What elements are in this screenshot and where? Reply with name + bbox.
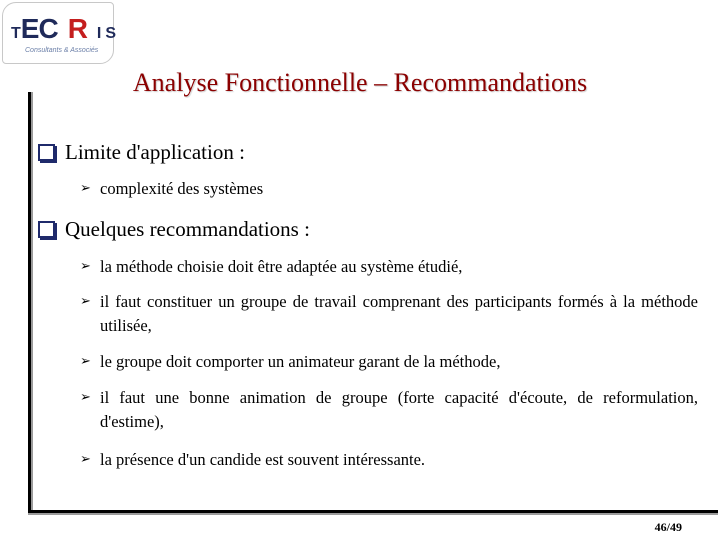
section-heading-text: Limite d'application : [65, 140, 245, 164]
checkbox-bullet-icon [38, 221, 55, 238]
checkbox-bullet-icon [38, 144, 55, 161]
arrow-bullet-icon: ➢ [80, 259, 91, 274]
logo-subtitle: Consultants & Associés [25, 47, 99, 54]
slide-title: Analyse Fonctionnelle – Recommandations [132, 68, 588, 97]
list-item-text: la méthode choisie doit être adaptée au système étudié, [100, 257, 463, 276]
arrow-bullet-icon: ➢ [80, 181, 91, 196]
logo-letters-ec: EC [20, 13, 58, 44]
arrow-bullet-icon: ➢ [80, 452, 91, 467]
section-heading [38, 140, 245, 165]
logo-letter-s: S [105, 25, 117, 42]
frame-left-border [28, 92, 31, 514]
company-logo [2, 2, 117, 64]
arrow-bullet-icon: ➢ [80, 354, 91, 369]
arrow-bullet-icon: ➢ [80, 390, 91, 405]
page-number: 46/49 [654, 520, 682, 534]
list-item-text: complexité des systèmes [100, 179, 264, 198]
section-heading-text: Quelques recommandations : [65, 217, 310, 241]
logo-letter-r: R [67, 13, 87, 44]
list-item-text: il faut une bonne animation de groupe (forte capacité d'écoute, de reformulation, d'estime), [100, 388, 698, 431]
section-heading [38, 217, 310, 242]
list-item-text: le groupe doit comporter un animateur garant de la méthode, [100, 352, 501, 371]
list-item-text: il faut constituer un groupe de travail comprenant des participants formés à la méthode utilisée, [100, 292, 698, 335]
logo-letter-i: I [96, 25, 102, 42]
frame-bottom-border [28, 510, 718, 513]
logo-letter-t: T [11, 25, 21, 42]
logo-wordmark [11, 13, 117, 44]
arrow-bullet-icon: ➢ [80, 294, 91, 309]
list-item-text: la présence d'un candide est souvent intéressante. [100, 450, 426, 469]
